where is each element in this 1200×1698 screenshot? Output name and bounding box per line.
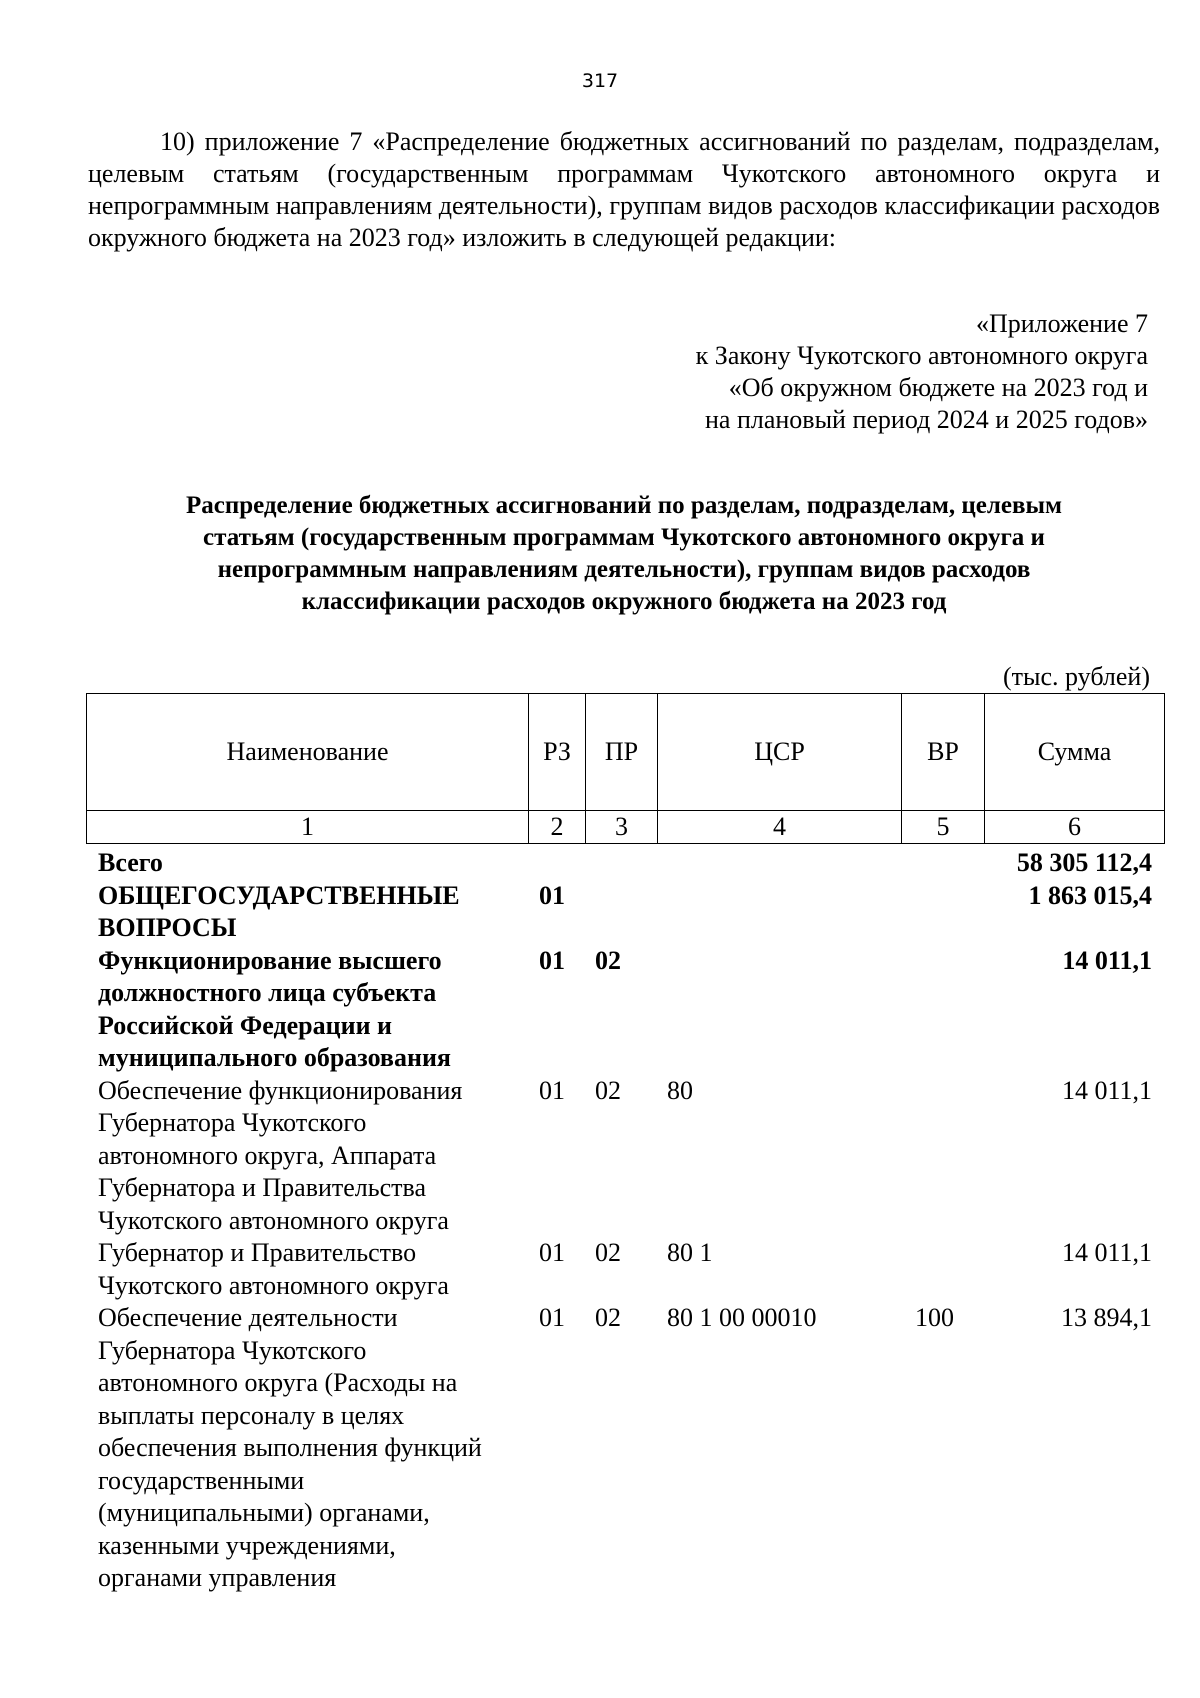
row-rz <box>528 847 585 880</box>
row-sum: 14 011,1 <box>1062 945 1152 975</box>
row-name-line: обеспечения выполнения функций <box>98 1433 482 1462</box>
title-line: Распределение бюджетных ассигнований по разделам, подразделам, целевым <box>185 492 1063 519</box>
header-rz: РЗ <box>529 694 586 811</box>
document-title <box>80 490 1168 618</box>
row-name-line: Чукотского автономного округа <box>98 1270 449 1300</box>
row-vr <box>901 945 984 1075</box>
row-csr <box>657 847 901 880</box>
row-name-line: Губернатора и Правительства <box>98 1173 426 1202</box>
header-csr: ЦСР <box>658 694 902 811</box>
header-row <box>87 694 1165 811</box>
row-vr: 100 <box>915 1303 954 1332</box>
row-name-line: ОБЩЕГОСУДАРСТВЕННЫЕ <box>98 880 460 910</box>
row-name-line: автономного округа, Аппарата <box>98 1140 437 1170</box>
column-number: 6 <box>985 811 1165 844</box>
row-csr: 80 <box>667 1075 693 1105</box>
header-vr: ВР <box>902 694 985 811</box>
row-pr: 02 <box>595 945 621 975</box>
row-sum: 1 863 015,4 <box>1028 880 1152 910</box>
row-name-line: выплаты персоналу в целях <box>98 1400 405 1430</box>
row-name-line: муниципального образования <box>98 1043 451 1072</box>
table-row <box>86 880 1164 945</box>
row-vr <box>901 1237 984 1302</box>
row-rz: 01 <box>539 1238 565 1267</box>
row-pr <box>585 880 657 945</box>
row-sum: 58 305 112,4 <box>1016 848 1152 877</box>
row-name-line: Губернатор и Правительство <box>98 1238 417 1267</box>
row-name <box>86 1302 528 1595</box>
row-name <box>86 945 528 1075</box>
row-name-line: должностного лица субъекта <box>98 978 437 1007</box>
row-pr: 02 <box>595 1075 621 1105</box>
row-name-line: Губернатора Чукотского <box>98 1108 367 1137</box>
row-csr: 80 1 <box>667 1238 713 1267</box>
column-number: 4 <box>658 811 902 844</box>
appendix-line: к Закону Чукотского автономного округа <box>695 341 1148 370</box>
intro-paragraph: 10) приложение 7 «Распределение бюджетных ассигнований по разделам, подразделам, целевым статьям (государственным программам Чукотского автономного округа и непрограммным направлениям деятельности), группам видов расходов классификации расходов окружного бюджета на 2023 год» изложить в следующей редакции: <box>88 127 1160 252</box>
row-pr <box>585 847 657 880</box>
table-row <box>86 847 1164 880</box>
row-rz: 01 <box>539 880 565 910</box>
row-rz: 01 <box>539 945 565 975</box>
row-vr <box>901 1075 984 1238</box>
row-name-line: Функционирование высшего <box>98 945 442 975</box>
appendix-line: «Об окружном бюджете на 2023 год и <box>728 373 1148 402</box>
row-vr <box>901 847 984 880</box>
row-name-line: Обеспечение деятельности <box>98 1303 398 1332</box>
row-sum: 14 011,1 <box>1061 1075 1152 1105</box>
units-label: (тыс. рублей) <box>1002 662 1150 691</box>
row-name-line: (муниципальными) органами, <box>98 1498 430 1527</box>
row-pr: 02 <box>595 1238 621 1267</box>
table-row <box>86 1237 1164 1302</box>
row-rz: 01 <box>539 1303 565 1332</box>
header-sum: Сумма <box>985 694 1165 811</box>
row-name-line: Российской Федерации и <box>98 1010 393 1040</box>
table-body <box>86 847 1164 1595</box>
appendix-line: на плановый период 2024 и 2025 годов» <box>705 405 1148 434</box>
header-name: Наименование <box>87 694 529 811</box>
column-number: 1 <box>87 811 529 844</box>
row-name-line: Губернатора Чукотского <box>98 1335 367 1365</box>
page-number: 317 <box>581 70 619 92</box>
row-vr <box>901 880 984 945</box>
header-pr: ПР <box>586 694 658 811</box>
appendix-line: «Приложение 7 <box>975 309 1148 338</box>
title-line: классификации расходов окружного бюджета на 2023 год <box>301 588 947 615</box>
row-name-line: автономного округа (Расходы на <box>98 1368 458 1397</box>
row-name-line: органами управления <box>98 1563 337 1592</box>
row-name <box>86 880 528 945</box>
row-sum: 13 894,1 <box>1061 1303 1152 1332</box>
appendix-header <box>548 308 1148 436</box>
column-number: 5 <box>902 811 985 844</box>
title-line: непрограммным направлениям деятельности), группам видов расходов <box>217 556 1031 583</box>
row-name-line: Обеспечение функционирования <box>98 1075 463 1105</box>
row-name-line: ВОПРОСЫ <box>98 913 237 942</box>
row-name-line: Всего <box>98 848 163 877</box>
table-row <box>86 1302 1164 1595</box>
column-number: 3 <box>586 811 658 844</box>
table-row <box>86 945 1164 1075</box>
row-name-line: Чукотского автономного округа <box>98 1205 449 1235</box>
row-csr: 80 1 00 00010 <box>667 1303 817 1332</box>
title-line: статьям (государственным программам Чукотского автономного округа и <box>203 524 1045 551</box>
row-rz: 01 <box>539 1075 565 1105</box>
table-row <box>86 1075 1164 1238</box>
table-header <box>86 693 1165 844</box>
row-name <box>86 1237 528 1302</box>
row-csr <box>657 945 901 1075</box>
column-number: 2 <box>529 811 586 844</box>
row-csr <box>657 880 901 945</box>
row-name-line: государственными <box>98 1465 305 1495</box>
row-sum: 14 011,1 <box>1061 1238 1152 1267</box>
row-name <box>86 1075 528 1238</box>
row-name <box>86 847 528 880</box>
row-pr: 02 <box>595 1303 621 1332</box>
column-number-row <box>87 811 1165 844</box>
row-name-line: казенными учреждениями, <box>98 1530 396 1560</box>
